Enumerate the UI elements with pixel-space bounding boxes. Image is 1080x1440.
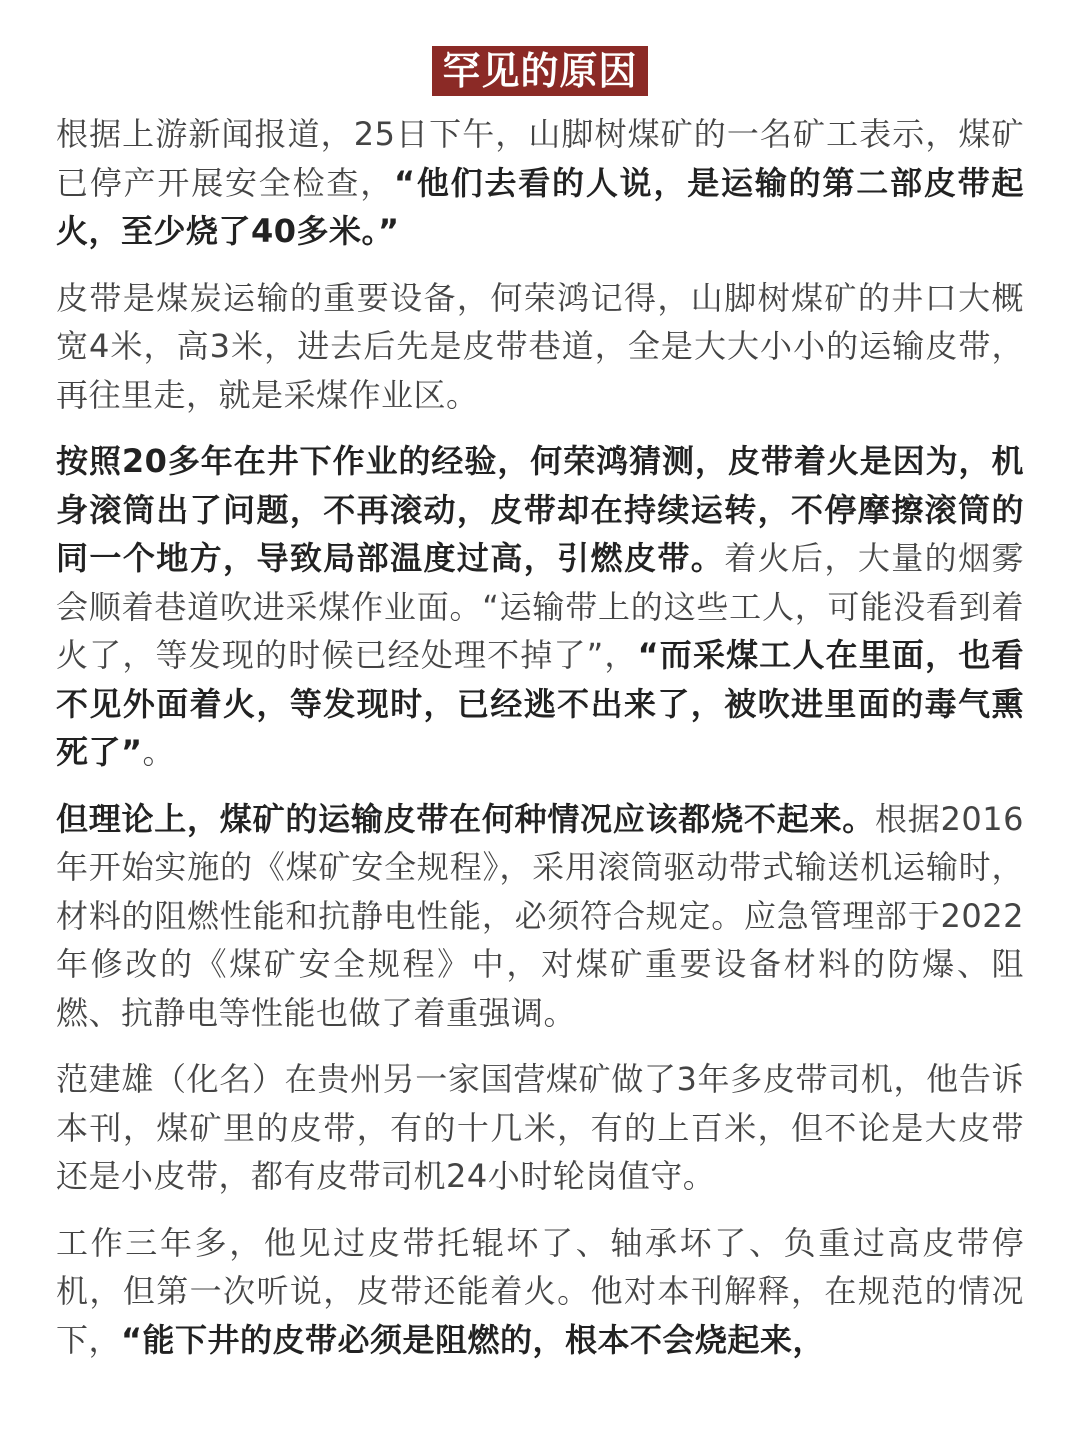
- para-4-text: 根据2016年开始实施的《煤矿安全规程》，采用滚筒驱动带式输送机运输时，材料的阻燃性能和抗静电性能，必须符合规定。应急管理部于2022年修改的《煤矿安全规程》中，对煤矿重要设备材料的防爆、阻燃、抗静电等性能也做了着重强调。: [56, 799, 1024, 1032]
- para-3-bold-quote: “而采煤工人在里面，也看不见外面着火，等发现时，已经逃不出来了，被吹进里面的毒气熏死了”: [56, 636, 1024, 771]
- para-1-bold-quote: “他们去看的人说，是运输的第二部皮带起火，至少烧了40多米。”: [56, 163, 1024, 250]
- para-4-bold-lead: 但理论上，煤矿的运输皮带在何种情况应该都烧不起来。: [56, 799, 876, 838]
- para-6-bold-quote: “能下井的皮带必须是阻燃的，根本不会烧起来，: [121, 1320, 826, 1359]
- para-3-text: 着火后，大量的烟雾会顺着巷道吹进采煤作业面。“运输带上的这些工人，可能没看到着火了，等发现的时候已经处理不掉了”，: [56, 539, 1024, 674]
- paragraph-4: [56, 795, 1024, 1038]
- paragraph-2: [56, 274, 1024, 420]
- section-title: 罕见的原因: [432, 46, 647, 96]
- para-3-end: 。: [142, 733, 176, 771]
- paragraph-6: [56, 1219, 1024, 1365]
- para-6-text: 工作三年多，他见过皮带托辊坏了、轴承坏了、负重过高皮带停机，但第一次听说，皮带还能着火。他对本刊解释，在规范的情况下，: [56, 1223, 1024, 1359]
- paragraph-1: [56, 110, 1024, 256]
- para-3-bold-lead: 按照20多年在井下作业的经验，何荣鸿猜测，皮带着火是因为，机身滚筒出了问题，不再滚动，皮带却在持续运转，不停摩擦滚筒的同一个地方，导致局部温度过高，引燃皮带。: [56, 442, 1024, 577]
- para-5-text: 范建雄（化名）在贵州另一家国营煤矿做了3年多皮带司机，他告诉本刊，煤矿里的皮带，有的十几米，有的上百米，但不论是大皮带还是小皮带，都有皮带司机24小时轮岗值守。: [56, 1060, 1024, 1195]
- paragraph-5: [56, 1055, 1024, 1201]
- title-wrap: [56, 46, 1024, 96]
- paragraph-3: [56, 437, 1024, 777]
- para-1-text: 根据上游新闻报道，25日下午，山脚树煤矿的一名矿工表示，煤矿已停产开展安全检查，: [56, 115, 1024, 202]
- para-2-text: 皮带是煤炭运输的重要设备，何荣鸿记得，山脚树煤矿的井口大概宽4米，高3米，进去后先是皮带巷道，全是大大小小的运输皮带，再往里走，就是采煤作业区。: [56, 278, 1024, 414]
